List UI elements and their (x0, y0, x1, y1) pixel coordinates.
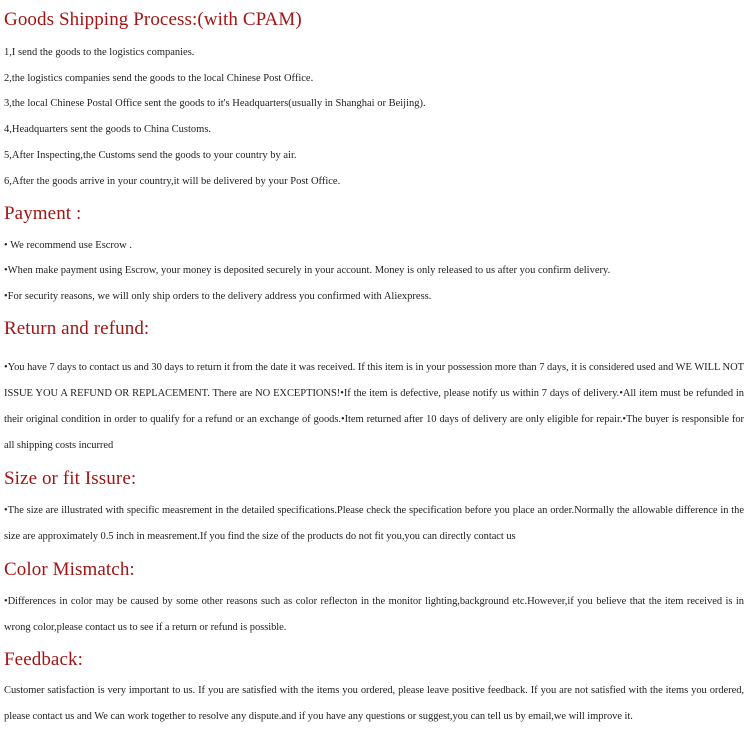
shipping-step-2: 2,the logistics companies send the goods to the local Chinese Post Office. (4, 73, 314, 84)
payment-item-1: • We recommend use Escrow . (4, 240, 133, 251)
return-text: •You have 7 days to contact us and 30 days to return it from the date it was received. If this item is in your possession more than 7 days, it is considered used and WE WILL NOT ISSUE YOU A REFUND OR REPLACEMENT. There are NO EXCEPTIONS!•If the item is defective, please notify us within 7 days of delivery.•All item must be refunded in their original condition in order to qualify for a refund or an exchange of goods.•Item returned after 10 days of delivery are only eligible for repair.•The buyer is responsible for all shipping costs incurred (4, 362, 744, 451)
shipping-step-4: 4,Headquarters sent the goods to China Customs. (4, 124, 212, 135)
payment-item-2: •When make payment using Escrow, your money is deposited securely in your account. Money is only released to us after you confirm delivery. (4, 265, 611, 276)
shipping-step-6: 6,After the goods arrive in your country,it will be delivered by your Post Office. (4, 176, 341, 187)
size-heading: Size or fit Issure: (4, 468, 137, 489)
feedback-text: Customer satisfaction is very important to us. If you are satisfied with the items you ordered, please leave positive feedback. If you are not satisfied with the items you ordered, please contact us and We can work together to resolve any dispute.and if you have any questions or suggest,you can tell us by email,we will improve it. (4, 685, 744, 722)
shipping-heading: Goods Shipping Process:(with CPAM) (4, 9, 302, 30)
return-heading: Return and refund: (4, 318, 150, 339)
size-text: •The size are illustrated with specific measrement in the detailed specifications.Please check the specification before you place an order.Normally the allowable difference in the size are approximately 0.5 inch in measrement.If you find the size of the products do not fit you,you can directly contact us (4, 505, 744, 542)
feedback-heading: Feedback: (4, 649, 83, 670)
shipping-step-1: 1,I send the goods to the logistics companies. (4, 47, 195, 58)
color-heading: Color Mismatch: (4, 559, 135, 580)
payment-item-3: •For security reasons, we will only ship orders to the delivery address you confirmed with Aliexpress. (4, 291, 432, 302)
payment-heading: Payment : (4, 203, 82, 224)
color-text: •Differences in color may be caused by some other reasons such as color reflecton in the monitor lighting,background etc.However,if you believe that the item received is in wrong color,please contact us to see if a return or refund is possible. (4, 596, 744, 633)
shipping-step-5: 5,After Inspecting,the Customs send the goods to your country by air. (4, 150, 297, 161)
shipping-step-3: 3,the local Chinese Postal Office sent the goods to it's Headquarters(usually in Shanghai or Beijing). (4, 98, 426, 109)
